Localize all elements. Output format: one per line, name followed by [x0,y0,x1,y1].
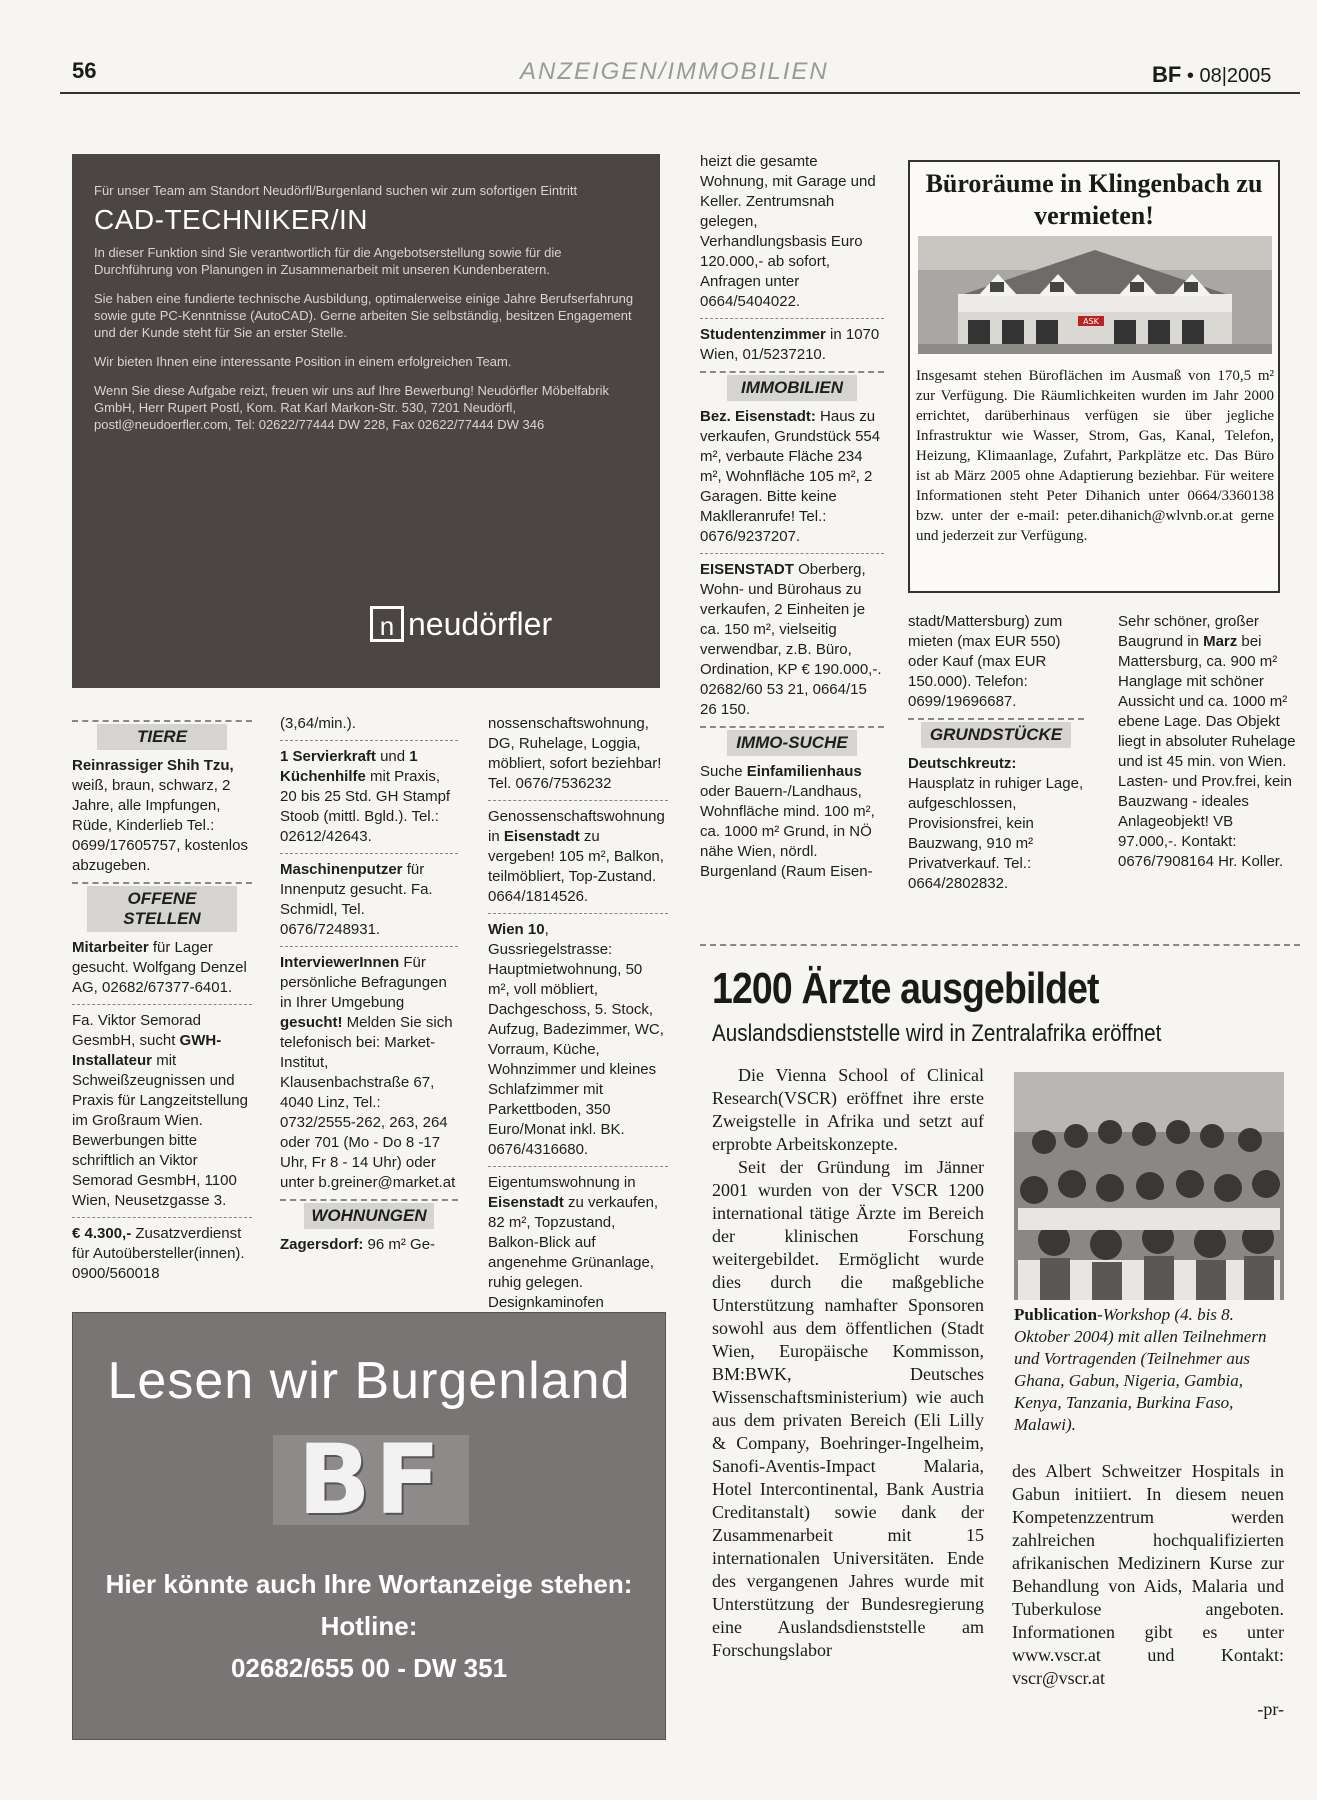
ad-tiere: Reinrassiger Shih Tzu, weiß, braun, schwarz, 2 Jahre, alle Impfungen, Rüde, Kinderlieb Tel.: 0699/17605757, kostenlos abzugeben. [72,757,248,874]
classifieds-col-6 [1118,612,1296,878]
classifieds-col-1 [72,716,252,1290]
article-subhead: Auslandsdienststelle wird in Zentralafrika eröffnet [712,1020,1162,1047]
cad-job-ad [72,154,660,688]
ad-marz: Sehr schöner, großer Baugrund in Marz bei Mattersburg, ca. 900 m² Hanglage mit schöner Aussicht und ca. 1000 m² ebene Lage. Das Objekt liegt in absoluter Ruhelage und ist 45 min. von Wien. Lasten- und Prov.frei, kein Bauzwang - ideales Anlageobjekt! VB 97.000,-. Kontakt: 0676/7908164 Hr. Koller. [1118,613,1296,870]
classifieds-col-5 [908,612,1084,900]
ad-einfamilienhaus: Suche Einfamilienhaus oder Bauern-/Landhaus, Wohnfläche mind. 100 m², ca. 1000 m² Grund, in NÖ nähe Wien, nördl. Burgenland (Raum Eisen- [700,763,875,880]
buroraume-title: Büroräume in Klingenbach zu vermieten! [925,169,1263,230]
ad-bez-eisenstadt: Bez. Eisenstadt: Haus zu verkaufen, Grundstück 554 m², verbaute Fläche 234 m², Wohnfläche 105 m², 2 Garagen. Bitte keine Maklleranrufe! Tel.: 0676/9237207. [700,408,881,545]
classifieds-col-4 [700,152,884,888]
bf-logo: BF [273,1435,469,1525]
building-sign: ASK [1083,317,1099,326]
publication-issue [1152,62,1271,88]
article-p1: Die Vienna School of Clinical Research(VSCR) eröffnet ihre erste Zweigstelle in Afrika und setzt auf erprobte Arbeitskonzepte. [712,1065,984,1154]
ad-zagersdorf: Zagersdorf: 96 m² Ge- [280,1236,436,1253]
cad-p2: Sie haben eine fundierte technische Ausbildung, optimalerweise einige Jahre Berufserfahrung sowie gute PC-Kenntnisse (AutoCAD). Gerne arbeiten Sie selbständig, besitzen Engagement und der Kunde steht für Sie an erster Stelle. [94,291,634,340]
ad-wien-10: Wien 10, Gussriegelstrasse: Hauptmietwohnung, 50 m², voll möbliert, Dachgeschoss, 5. Stock, Aufzug, Badezimmer, WC, Vorraum, Küche, Wohnzimmer und kleines Schlafzimmer mit Parkettboden, 350 Euro/Monat inkl. BK. 0676/4316680. [488,921,664,1158]
cad-p4: Wenn Sie diese Aufgabe reizt, freuen wir uns auf Ihre Bewerbung! Neudörfler Möbelfabrik GmbH, Herr Rupert Postl, Kom. Rat Karl Markon-Str. 530, 7201 Neudörfl, postl@neudoerfler.com, Tel: 02622/77444 DW 228, Fax 02622/77444 DW 346 [94,383,609,432]
article-col-2 [1012,1460,1284,1721]
ad-maschinenputzer: Maschinenputzer für Innenputz gesucht. Fa. Schmidl, Tel. 0676/7248931. [280,861,433,938]
header-rule [60,92,1300,94]
ad-genossenschaft-eisenstadt: Genossenschaftswohnung in Eisenstadt zu vergeben! 105 m², Balkon, teilmöbliert, Top-Zustand. 0664/1814526. [488,808,665,905]
cad-title: CAD-TECHNIKER/IN [94,204,369,235]
cad-p1: In dieser Funktion sind Sie verantwortlich für die Angebotserstellung sowie für die Durchführung von Planungen in Zusammenarbeit mit unseren Kundenberatern. [94,245,562,277]
ad-genossenschaft-cont: nossenschaftswohnung, DG, Ruhelage, Loggia, möbliert, sofort beziehbar! Tel. 0676/7536232 [488,715,662,792]
photo-caption: Publication-Workshop (4. bis 8. Oktober 2004) mit allen Teilnehmern und Vortragenden (Teilnehmer aus Ghana, Gabun, Nigeria, Gambia, Kenya, Tanzania, Burkina Faso, Malawi). [1014,1305,1267,1434]
section-header-offene-stellen: OFFENE STELLEN [72,882,252,932]
section-title: ANZEIGEN/IMMOBILIEN [520,58,829,85]
page-number: 56 [72,58,97,83]
section-header-grundstuecke: GRUNDSTÜCKE [908,718,1084,748]
ad-servierkraft: 1 Servierkraft und 1 Küchenhilfe mit Praxis, 20 bis 25 Std. GH Stampf Stoob (mittl. Bgld.). Tel.: 02612/42643. [280,748,451,845]
workshop-group-photo [1014,1072,1284,1300]
ad-eisenstadt-oberberg: EISENSTADT Oberberg, Wohn- und Bürohaus zu verkaufen, 2 Einheiten je ca. 150 m², vielseitig verwendbar, z.B. Büro, Ordination, KP € 190.000,-. 02682/60 53 21, 0664/15 26 150. [700,561,882,718]
ad-einfamilienhaus-cont: stadt/Mattersburg) zum mieten (max EUR 550) oder Kauf (max EUR 150.000). Telefon: 0699/19696687. [908,613,1063,710]
ad-heizt: heizt die gesamte Wohnung, mit Garage und Keller. Zentrumsnah gelegen, Verhandlungsbasis Euro 120.000,- ab sofort, Anfragen unter 0664/5404022. [700,153,876,310]
cad-p3: Wir bieten Ihnen eine interessante Position in einem erfolgreichen Team. [94,354,512,369]
ad-zusatzverdienst: € 4.300,- Zusatzverdienst für Autoübersteller(innen). 0900/560018 [72,1225,245,1282]
bf-ad-hotline-number: 02682/655 00 - DW 351 [230,1653,508,1683]
article-p3: des Albert Schweitzer Hospitals in Gabun initiiert. In diesem neuen Kompetenzzentrum werden zahlreichen hochqualifizierten afrikanischen Medizinern Kurse zur Behandlung von Aids, Malaria und Tuberkulose angeboten. Informationen gibt es unter www.vscr.at und Kontakt: vscr@vscr.at [1012,1461,1284,1688]
article-headline: 1200 Ärzte ausgebildet [712,964,1099,1013]
bf-house-ad [72,1312,666,1740]
section-header-tiere: TIERE [72,720,252,750]
ad-deutschkreutz: Deutschkreutz: Hausplatz in ruhiger Lage, aufgeschlossen, Provisionsfrei, kein Bauzwang, 910 m² Privatverkauf. Tel.: 0664/2802832. [908,755,1084,892]
ad-cont: (3,64/min.). [280,715,356,732]
classifieds-col-2 [280,714,458,1261]
section-header-immobilien: IMMOBILIEN [700,371,884,401]
issue-date: • 08|2005 [1186,65,1272,87]
publication-name: BF [1152,62,1182,87]
bf-ad-headline: Lesen wir Burgenland [107,1352,631,1410]
cad-intro: Für unser Team am Standort Neudörfl/Burgenland suchen wir zum sofortigen Eintritt [94,183,578,198]
ad-studentenzimmer: Studentenzimmer in 1070 Wien, 01/5237210. [700,326,880,363]
neudoerfler-logo-text: neudörfler [408,605,553,642]
office-building-photo [918,236,1272,354]
article-divider [700,944,1300,946]
buroraume-text: Insgesamt stehen Büroflächen im Ausmaß von 170,5 m² zur Verfügung. Die Räumlichkeiten wurden im Jahr 2000 errichtet, darüberhinaus verfügen sie über jegliche Infrastruktur wie Wasser, Strom, Gas, Kanal, Telefon, Heizung, Klimaanlage, Zufahrt, Parkplätze etc. Das Büro ist ab März 2005 ohne Adaptierung beziehbar. Für weitere Informationen steht Peter Dihanich unter 0664/3360138 bzw. unter der e-mail: peter.dihanich@wlvnb.or.at gerne und jederzeit zur Verfügung. [916,368,1274,544]
bf-ad-hotline-label: Hotline: [320,1611,418,1641]
article-p2: Seit der Gründung im Jänner 2001 wurden von der VSCR 1200 international tätige Ärzte im Bereich der klinischen Forschung weitergebildet. Ermöglicht wurde dies durch die maßgebliche Unterstützung namhafter Sponsoren sowohl aus dem öffentlichen (Stadt Wien, Europäische Kommisson, BM:BWK, Deutsches Wissenschaftsministerium) wie auch aus dem privaten Bereich (Eli Lilly & Company, Boehringer-Ingelheim, Sanofi-Aventis-Impact Malaria, Hotel Intercontinental, Bank Austria Creditanstalt) sowie dank der Zusammenarbeit mit 15 internationalen Universitäten. Ende des vergangenen Jahres wurde mit Unterstützung der Bundesregierung eine Auslandsdienststelle am Forschungslabor [712,1157,984,1660]
buroraume-ad [908,160,1280,593]
neudoerfler-logo-box: n [370,606,404,642]
ad-mitarbeiter: Mitarbeiter für Lager gesucht. Wolfgang Denzel AG, 02682/67377-6401. [72,939,247,996]
ad-interviewer: InterviewerInnen Für persönliche Befragungen in Ihrer Umgebung gesucht! Melden Sie sich telefonisch bei: Market-Institut, Klausenbachstraße 67, 4040 Linz, Tel.: 0732/2555-262, 263, 264 oder 701 (Mo - Do 8 -17 Uhr, Fr 8 - 14 Uhr) oder unter b.greiner@market.at [280,954,456,1191]
section-header-wohnungen: WOHNUNGEN [280,1199,458,1229]
article-signature: -pr- [1257,1699,1284,1719]
classifieds-col-3 [488,714,668,1319]
bf-ad-line2: Hier könnte auch Ihre Wortanzeige stehen: [105,1569,633,1599]
section-header-immo-suche: IMMO-SUCHE [700,726,884,756]
ad-eigentumswohnung: Eigentumswohnung in Eisenstadt zu verkaufen, 82 m², Topzustand, Balkon-Blick auf angenehme Grünanlage, ruhig gelegen. Designkaminofen [488,1174,659,1311]
ad-semorad: Fa. Viktor Semorad GesmbH, sucht GWH-Installateur mit Schweißzeugnissen und Praxis für Langzeitstellung im Großraum Wien. Bewerbungen bitte schriftlich an Viktor Semorad GesmbH, 1100 Wien, Neusetzgasse 3. [72,1012,248,1209]
article-col-1 [712,1064,984,1662]
neudoerfler-logo [370,606,552,642]
